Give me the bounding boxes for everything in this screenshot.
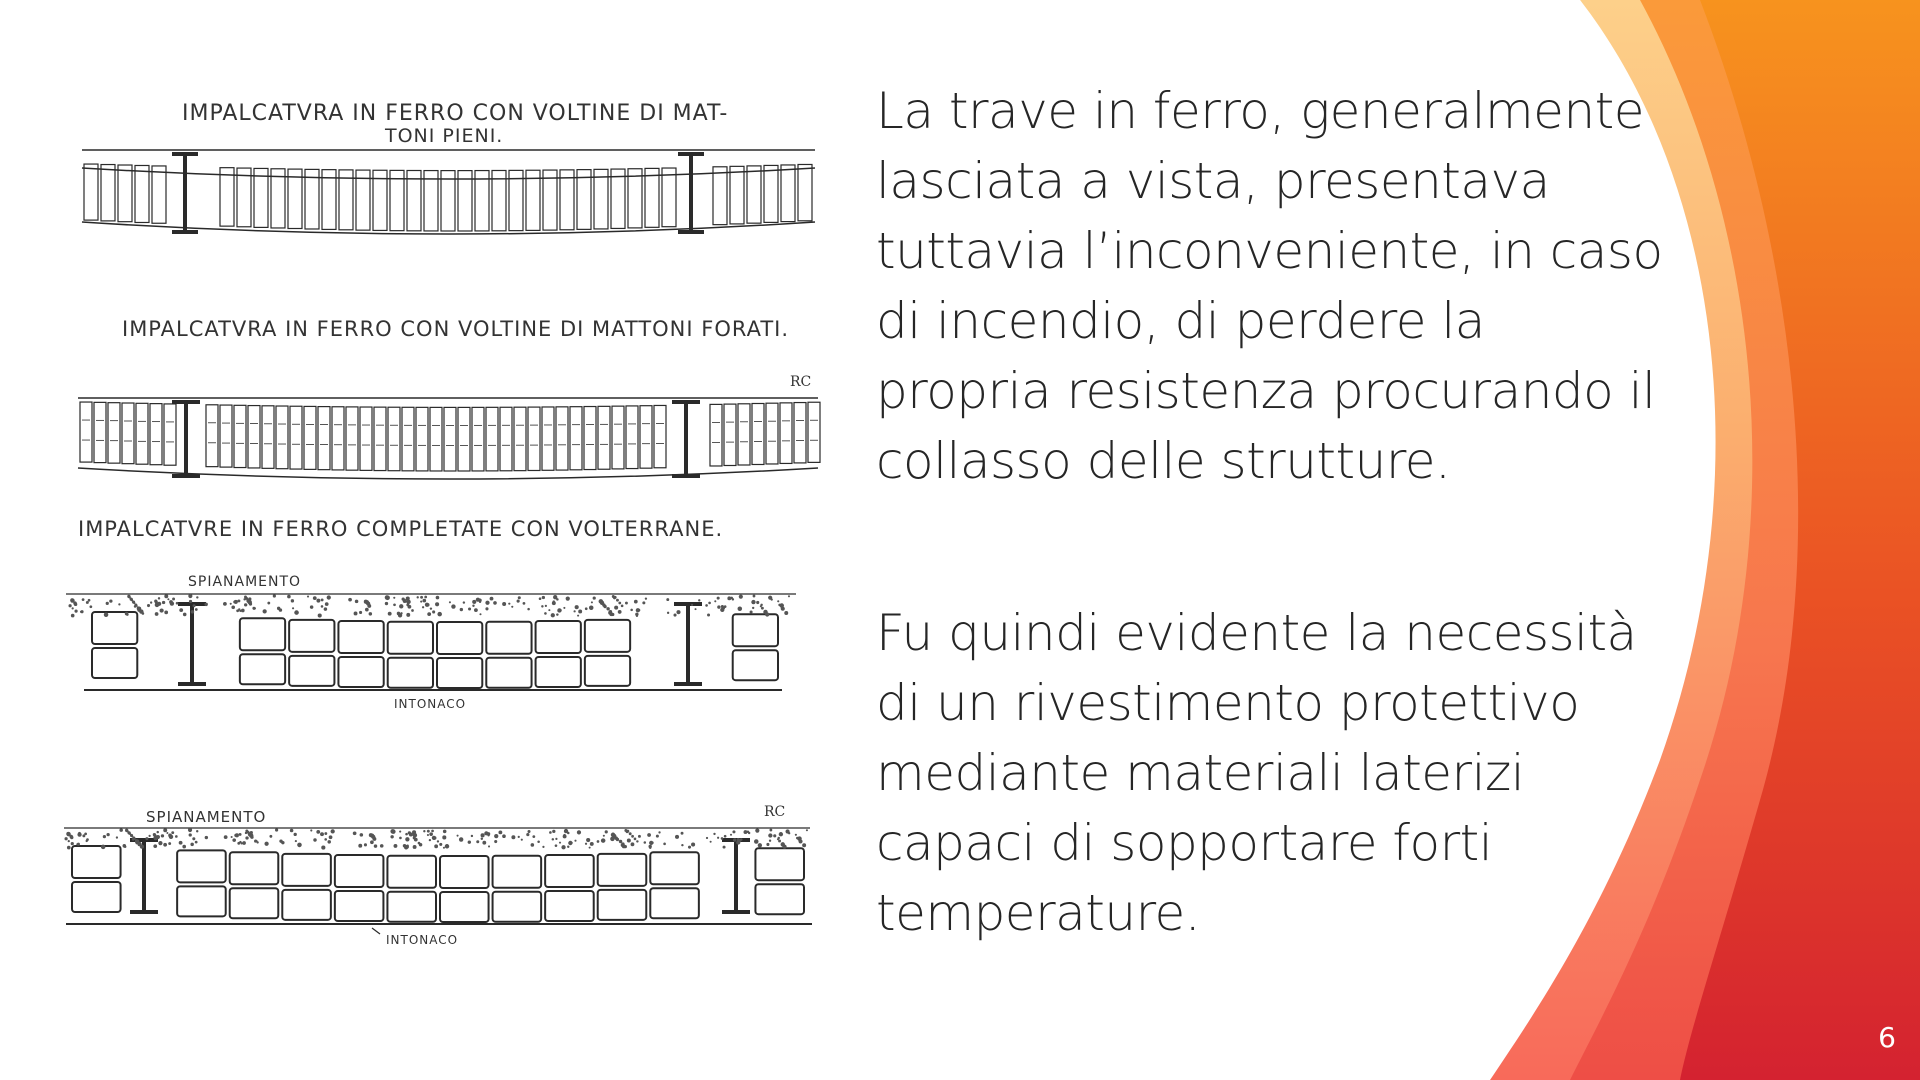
caption-hollow-bricks: IMPALCATVRA IN FERRO CON VOLTINE DI MATTONI FORATI. (122, 317, 790, 341)
label-spianamento-1: SPIANAMENTO (188, 574, 302, 590)
caption-volterrane: IMPALCATVRE IN FERRO COMPLETATE CON VOLTERRANE. (78, 517, 724, 541)
label-intonaco-2: INTONACO (386, 933, 459, 947)
caption-solid-bricks-cont: TONI PIENI. (385, 125, 504, 147)
svg-text:RC: RC (764, 804, 786, 820)
label-intonaco-1: INTONACO (394, 697, 467, 711)
drawing-volterrane-1 (66, 594, 796, 690)
drawing-solid-brick-vault (82, 150, 815, 234)
caption-solid-bricks: IMPALCATVRA IN FERRO CON VOLTINE DI MAT- (182, 101, 729, 126)
paragraph-protective-coating: Fu quindi evidente la necessità di un rivestimento protettivo mediante materiali laterizi capaci di sopportare forti temperature. (876, 604, 1637, 942)
paragraph-iron-beam: La trave in ferro, generalmente lasciata a vista, presentava tuttavia l’inconveniente, in caso di incendio, di perdere la propria resistenza procurando il collasso delle strutture. (876, 82, 1663, 490)
svg-text:RC: RC (790, 374, 812, 390)
label-spianamento-2: SPIANAMENTO (146, 808, 267, 826)
slide-page-number: 6 (1878, 1021, 1896, 1054)
drawing-hollow-brick-vault (78, 374, 820, 479)
